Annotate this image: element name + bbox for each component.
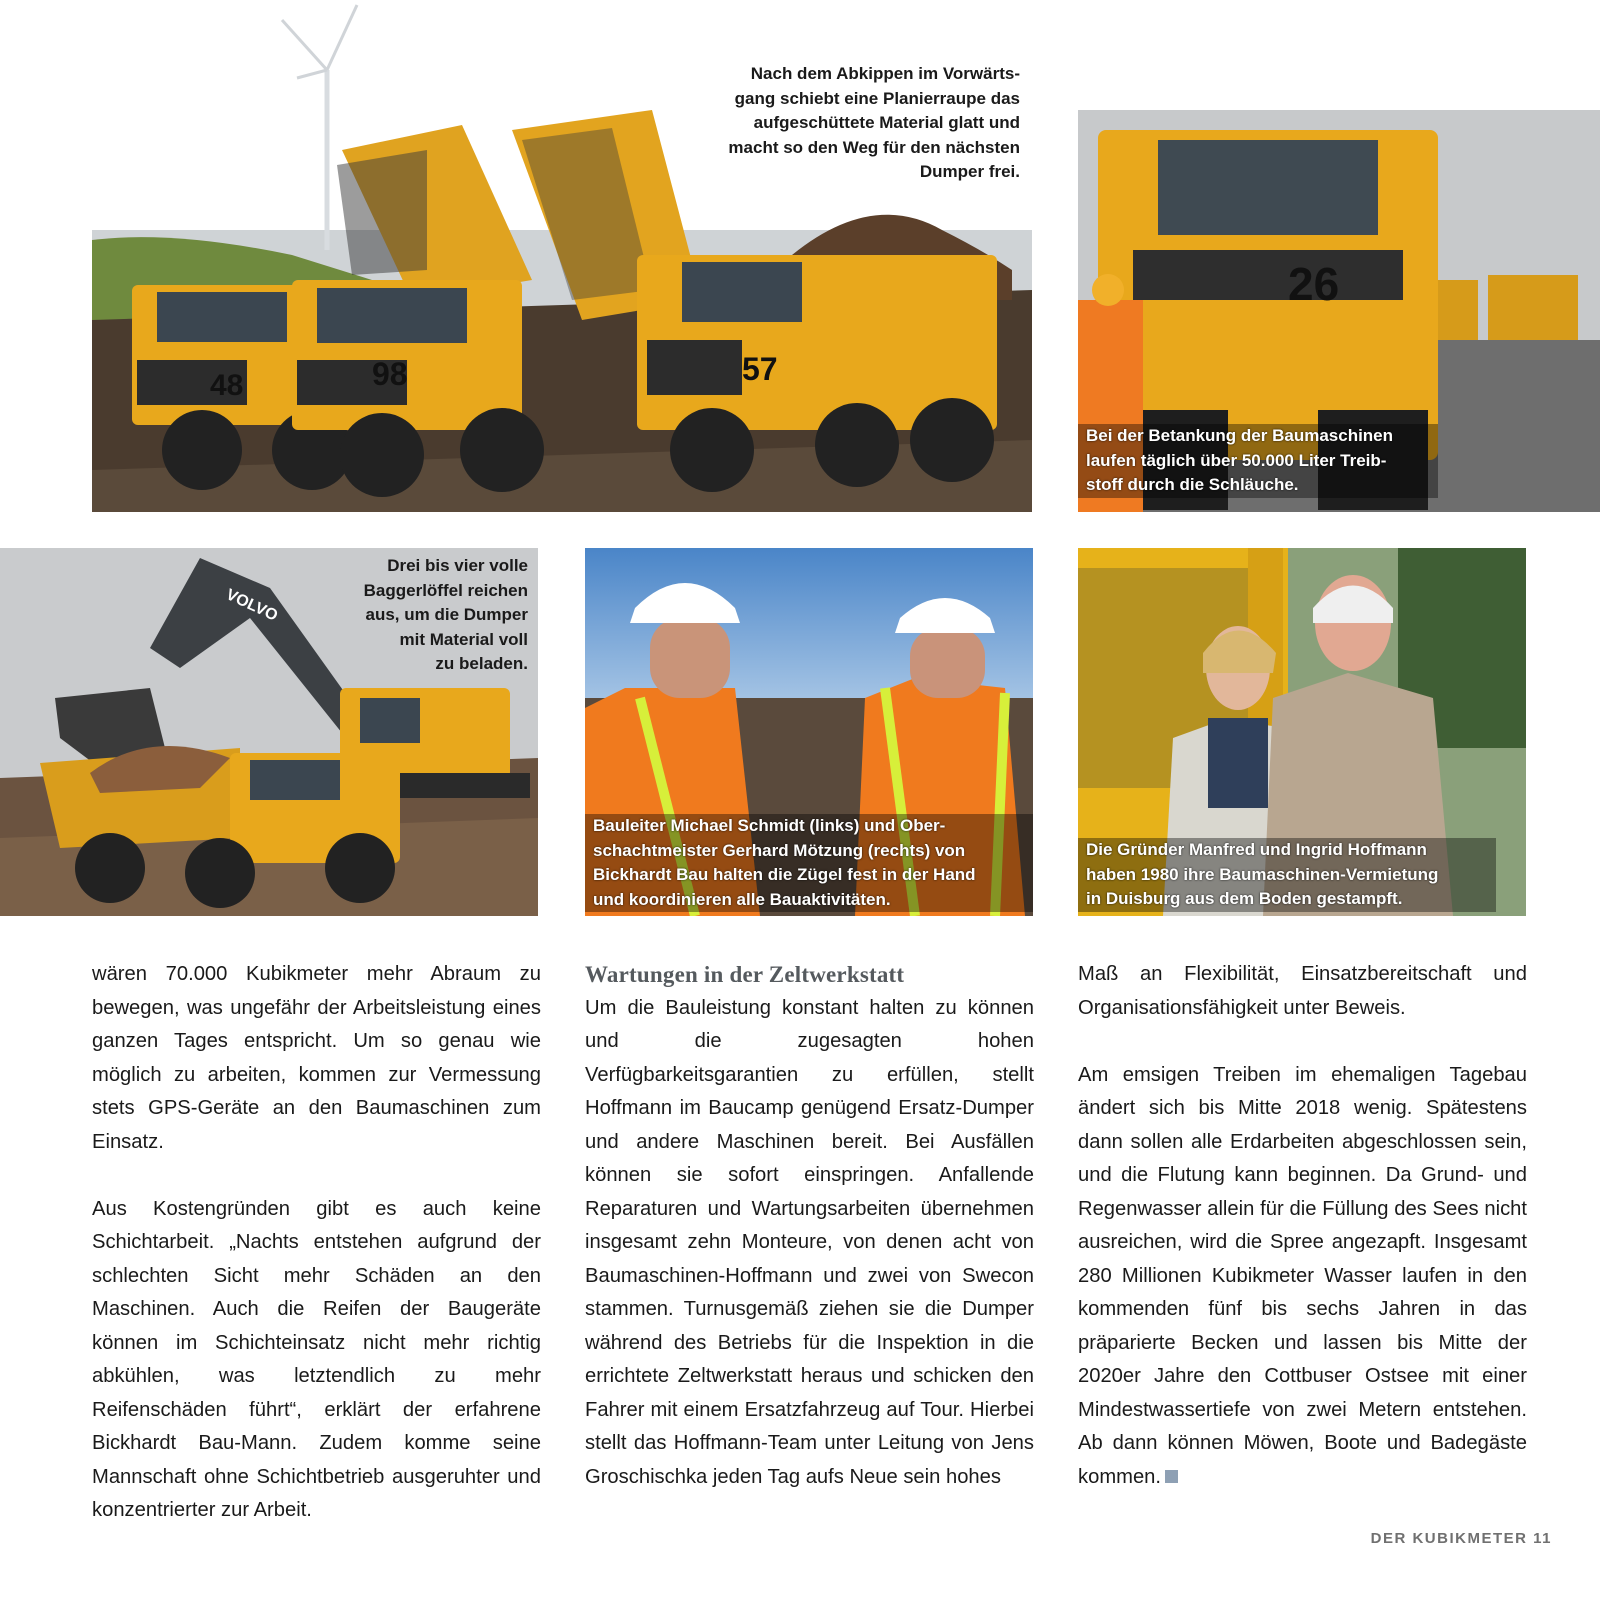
article-paragraph-last — [1078, 1059, 1527, 1495]
page-footer — [1371, 1530, 1552, 1547]
photo-founders — [1078, 548, 1526, 916]
article-paragraph: Maß an Flexibilität, Einsatzbereitschaft und Organisationsfähigkeit unter Beweis. — [1078, 963, 1527, 1019]
article-paragraph-text: Am emsigen Treiben im ehemaligen Tagebau ändert sich bis Mitte 2018 wenig. Spätestens dann sollen alle Erdarbeiten abgeschlossen sein, und die Flutung kann beginnen. Da Grund- und Regenwasser allein für die Füllung des Sees nicht ausreichen, wird die Spree angezapft. Insgesamt 280 Millionen Kubikmeter Wasser laufen in den kommenden fünf bis sechs Jahren in das präparierte Becken und lassen bis Mitte der 2020er Jahre den Cottbuser Ostsee mit einer Mindestwassertiefe von zwei Metern entstehen. Ab dann können Möwen, Boote und Badegäste kommen. — [1078, 1063, 1527, 1488]
photo-refuel — [1078, 110, 1600, 512]
article-paragraph: Um die Bauleistung konstant halten zu können und die zugesagten hohen Verfügbarkeitsgarantien zu erfüllen, stellt Hoffmann im Baucamp genügend Ersatz-Dumper und andere Maschinen bereit. Bei Ausfällen können sie sofort einspringen. Anfallende Reparaturen und Wartungsarbeiten übernehmen insgesamt zehn Monteure, von denen acht von Baumaschinen-Hoffmann und zwei von Swecon stammen. Turnusgemäß ziehen sie die Dumper während des Betriebs für die Inspektion in die errichtete Zeltwerkstatt heraus und schicken den Fahrer mit einem Ersatzfahrzeug auf Tour. Hierbei stellt das Hoffmann-Team unter Leitung von Jens Groschischka jeden Tag aufs Neue sein hohes — [585, 996, 1034, 1488]
article-column-2 — [585, 958, 1034, 1528]
caption-dumpers: Nach dem Abkippen im Vorwärts- gang schiebt eine Planierraupe das aufgeschüttete Material glatt und macht so den Weg für den nächsten Dumper frei. — [728, 64, 1020, 181]
caption-founders: Die Gründer Manfred und Ingrid Hoffmann haben 1980 ihre Baumaschinen-Vermietung in Duisburg aus dem Boden gestampft. — [1078, 838, 1496, 912]
photo-dumpers — [92, 0, 1032, 512]
photo-managers — [585, 548, 1033, 916]
photo-excavator — [0, 548, 538, 916]
caption-refuel: Bei der Betankung der Baumaschinen laufen täglich über 50.000 Liter Treib- stoff durch die Schläuche. — [1078, 424, 1438, 498]
article-column-1 — [92, 958, 541, 1561]
article-column-3 — [1078, 958, 1527, 1528]
caption-managers: Bauleiter Michael Schmidt (links) und Ober- schachtmeister Gerhard Mötzung (rechts) von Bickhardt Bau halten die Zügel fest in der Hand und koordinieren alle Bauaktivitäten. — [585, 814, 1033, 912]
truck-number-26: 26 — [1288, 258, 1340, 310]
truck-number-57: 57 — [742, 351, 778, 387]
magazine-name: DER KUBIKMETER — [1370, 1530, 1528, 1547]
end-of-article-square-icon — [1165, 1470, 1178, 1483]
caption-excavator: Drei bis vier volle Baggerlöffel reichen aus, um die Dumper mit Material voll zu beladen. — [363, 556, 528, 673]
truck-number-98: 98 — [372, 356, 408, 392]
section-heading: Wartungen in der Zeltwerkstatt — [585, 962, 905, 987]
page-number: 11 — [1533, 1530, 1552, 1547]
truck-number-48: 48 — [210, 369, 244, 402]
excavator-brand: VOLVO — [223, 586, 281, 625]
article-paragraph: wären 70.000 Kubikmeter mehr Abraum zu bewegen, was ungefähr der Arbeitsleistung eines ganzen Tages entspricht. Um so genau wie möglich zu arbeiten, kommen zur Vermessung stets GPS-Geräte an den Baumaschinen zum Einsatz. — [92, 963, 541, 1153]
article-paragraph: Aus Kostengründen gibt es auch keine Schichtarbeit. „Nachts entstehen aufgrund der schlechten Sicht mehr Schäden an den Maschinen. Auch die Reifen der Baugeräte können im Schichteinsatz nicht mehr richtig abkühlen, was letztendlich zu mehr Reifenschäden führt“, erklärt der erfahrene Bickhardt Bau-Mann. Zudem komme seine Mannschaft ohne Schichtbetrieb ausgeruhter und konzentrierter zur Arbeit. — [92, 1197, 541, 1521]
